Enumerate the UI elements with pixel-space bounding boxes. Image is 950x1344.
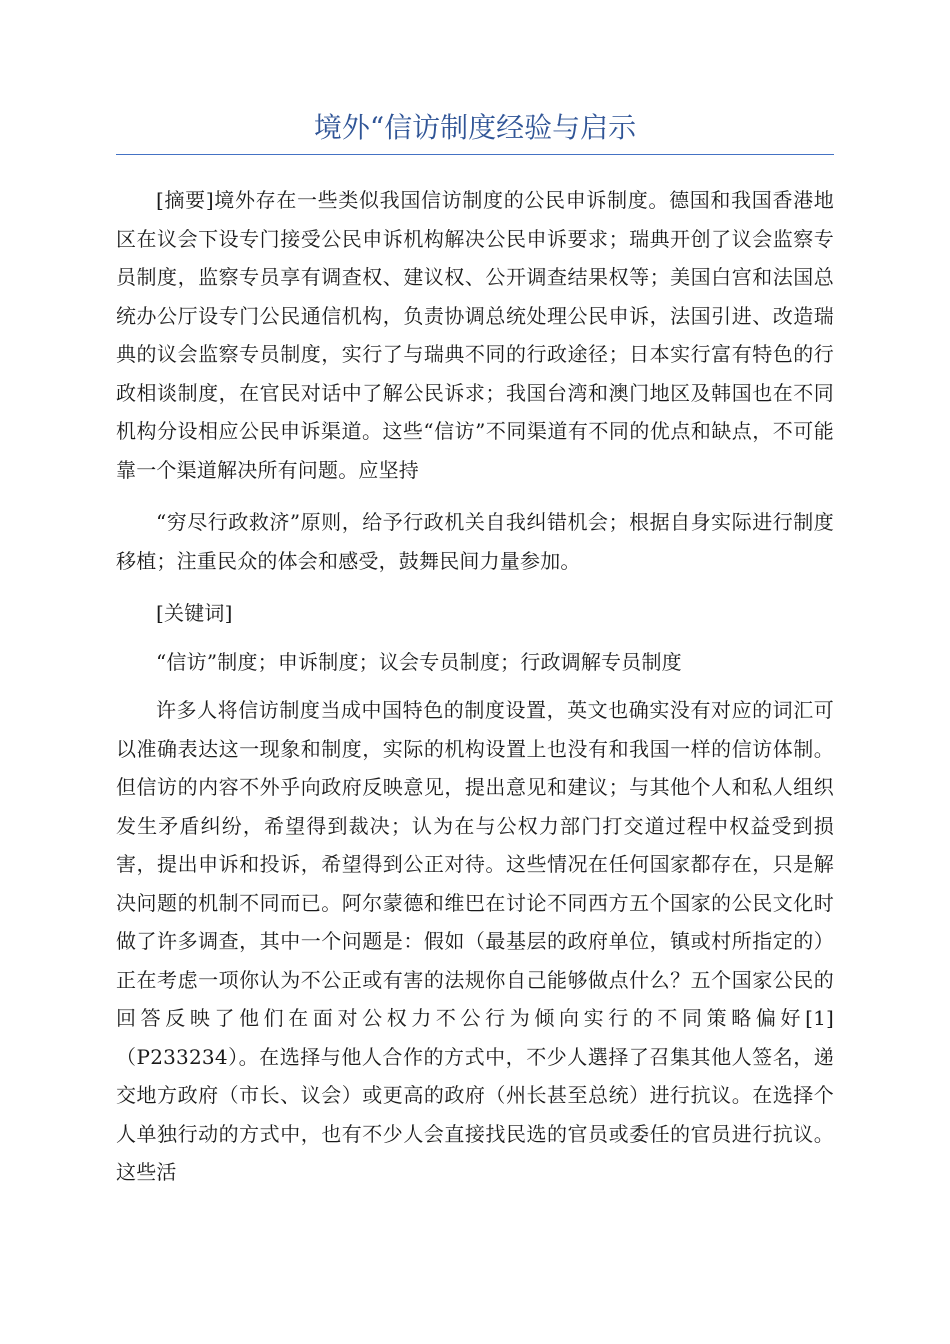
body-paragraph: 许多人将信访制度当成中国特色的制度设置，英文也确实没有对应的词汇可以准确表达这一现象和制度，实际的机构设置上也没有和我国一样的信访体制。但信访的内容不外乎向政府反映意见，提出意见和建议；与其他个人和私人组织发生矛盾纠纷，希望得到裁决；认为在与公权力部门打交道过程中权益受到损害，提出申诉和投诉，希望得到公正对待。这些情况在任何国家都存在，只是解决问题的机制不同而已。阿尔蒙德和维巴在讨论不同西方五个国家的公民文化时做了许多调查，其中一个问题是：假如（最基层的政府单位，镇或村所指定的）正在考虑一项你认为不公正或有害的法规你自己能够做点什么？五个国家公民的回答反映了他们在面对公权力不公行为倾向实行的不同策略偏好[1]（P233234）。在选择与他人合作的方式中，不少人選择了召集其他人签名，递交地方政府（市长、议会）或更高的政府（州长甚至总统）进行抗议。在选择个人单独行动的方式中，也有不少人会直接找民选的官员或委任的官员进行抗议。这些活 bbox=[116, 698, 834, 1184]
document-page bbox=[116, 108, 834, 1206]
keywords-label: [关键词] bbox=[156, 601, 233, 625]
abstract-paragraph: [摘要]境外存在一些类似我国信访制度的公民申诉制度。德国和我国香港地区在议会下设专门接受公民申诉机构解决公民申诉要求；瑞典开创了议会监察专员制度，监察专员享有调查权、建议权、公开调查结果权等；美国白宫和法国总统办公厅设专门公民通信机构，负责协调总统处理公民申诉，法国引进、改造瑞典的议会监察专员制度，实行了与瑞典不同的行政途径；日本实行富有特色的行政相谈制度，在官民对话中了解公民诉求；我国台湾和澳门地区及韩国也在不同机构分设相应公民申诉渠道。这些“信访”不同渠道有不同的优点和缺点，不可能靠一个渠道解决所有问题。应坚持 bbox=[116, 188, 834, 482]
document-body bbox=[116, 181, 834, 1192]
keywords-list: “信访”制度；申诉制度；议会专员制度；行政调解专员制度 bbox=[156, 649, 682, 674]
document-title: 境外“信访制度经验与启示 bbox=[116, 108, 834, 155]
abstract-continuation: “穷尽行政救济”原则，给予行政机关自我纠错机会；根据自身实际进行制度移植；注重民众的体会和感受，鼓舞民间力量参加。 bbox=[116, 510, 834, 573]
